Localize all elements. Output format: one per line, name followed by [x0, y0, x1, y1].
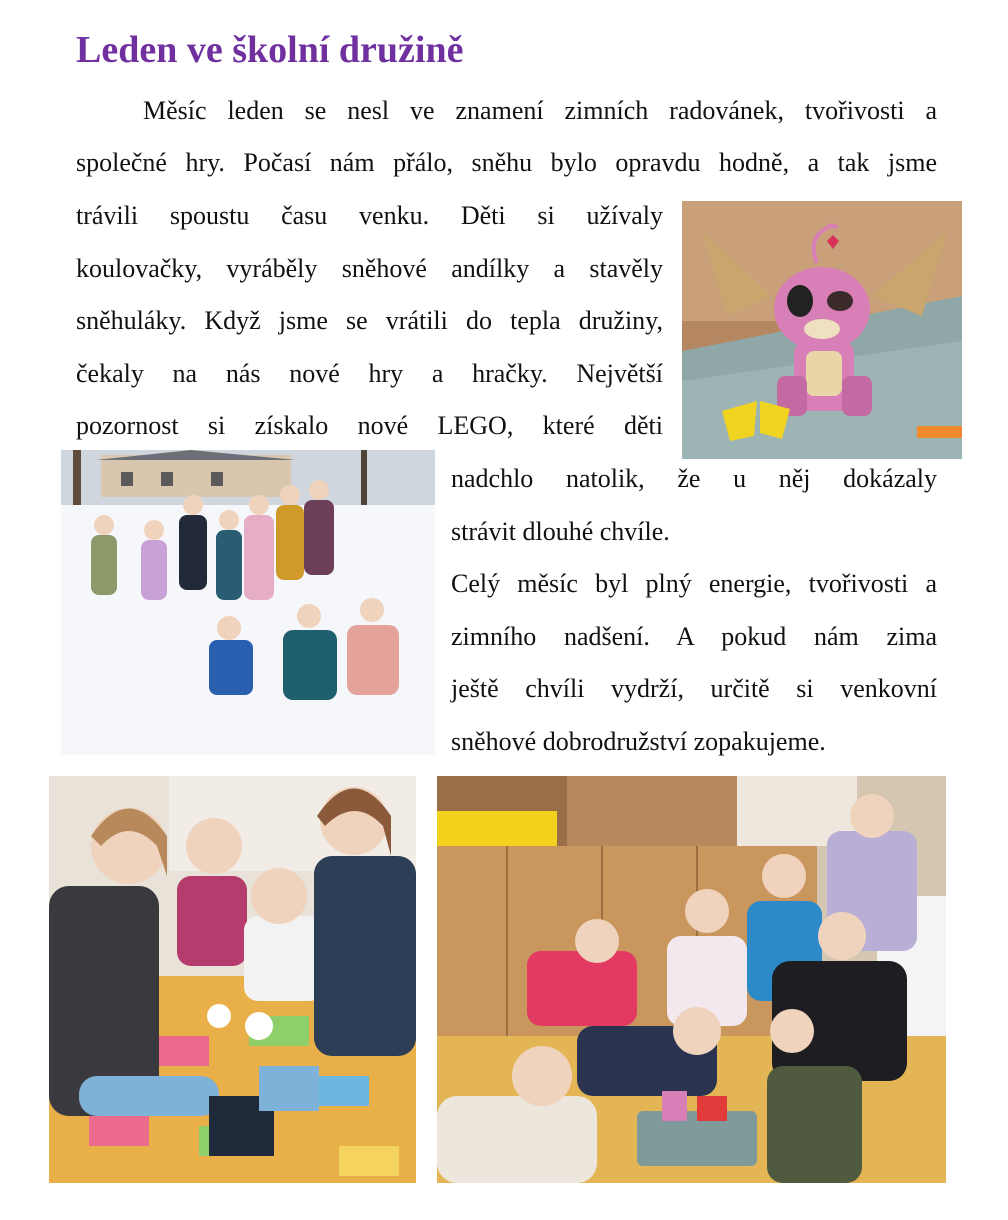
- children-playing-games-photo: [49, 776, 416, 1183]
- paragraph-line: Měsíc leden se nesl ve znamení zimních radovánek, tvořivosti a: [143, 96, 937, 125]
- lego-figure-photo: [682, 201, 962, 459]
- paragraph-line: ještě chvíli vydrží, určitě si venkovní: [451, 674, 937, 703]
- paragraph-line: čekaly na nás nové hry a hračky. Největší: [76, 359, 663, 388]
- paragraph-line: společné hry. Počasí nám přálo, sněhu bylo opravdu hodně, a tak jsme: [76, 148, 937, 177]
- paragraph-line: Celý měsíc byl plný energie, tvořivosti a: [451, 569, 937, 598]
- paragraph-line: zimního nadšení. A pokud nám zima: [451, 622, 937, 651]
- paragraph-line: pozornost si získalo nové LEGO, které děti: [76, 411, 663, 440]
- article-title: Leden ve školní družině: [76, 29, 464, 71]
- paragraph-line: koulovačky, vyráběly sněhové andílky a stavěly: [76, 254, 663, 283]
- paragraph-line: nadchlo natolik, že u něj dokázaly: [451, 464, 937, 493]
- children-in-snow-photo: [61, 450, 435, 755]
- paragraph-line: trávili spoustu času venku. Děti si užívaly: [76, 201, 663, 230]
- paragraph-line: sněhuláky. Když jsme se vrátili do tepla družiny,: [76, 306, 663, 335]
- children-group-classroom-photo: [437, 776, 946, 1183]
- paragraph-line: sněhové dobrodružství zopakujeme.: [451, 727, 826, 756]
- paragraph-line: strávit dlouhé chvíle.: [451, 517, 670, 546]
